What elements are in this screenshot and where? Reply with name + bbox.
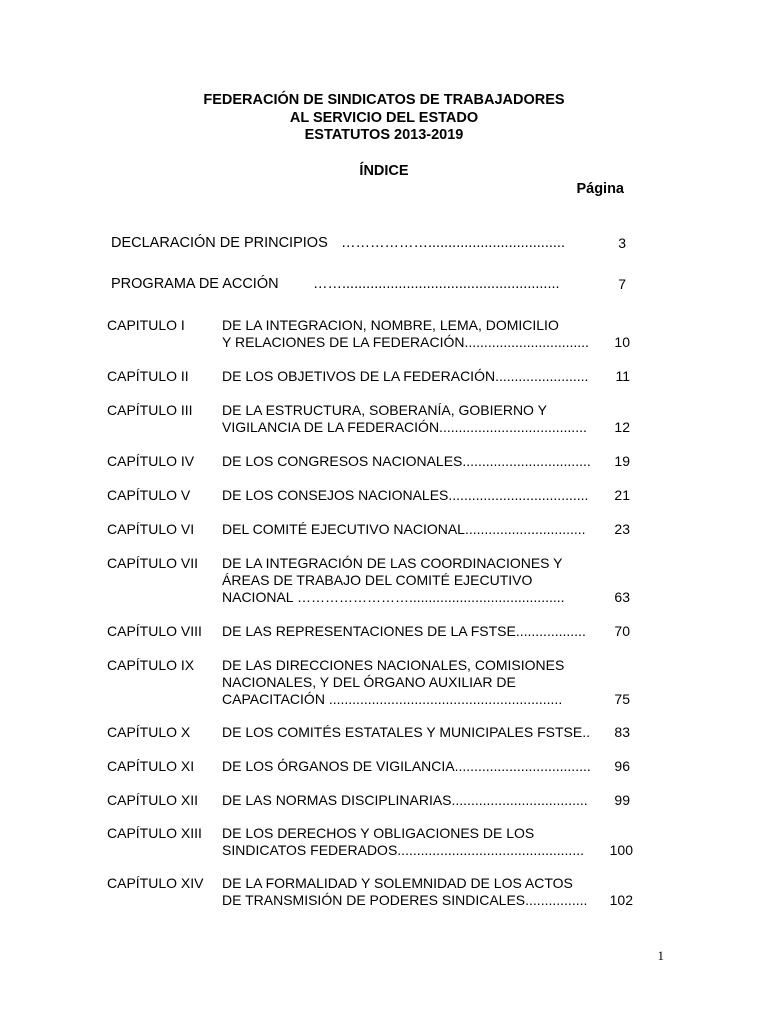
- toc-entry-leader: ……......................................................: [313, 276, 560, 292]
- chapter-title-line: DE LA ESTRUCTURA, SOBERANÍA, GOBIERNO Y: [222, 402, 547, 418]
- chapter-label: CAPÍTULO XIII: [107, 825, 202, 841]
- chapter-label: CAPÍTULO XI: [107, 758, 195, 774]
- chapter-label: CAPÍTULO VII: [107, 555, 199, 571]
- toc-entry-page: 7: [618, 276, 626, 292]
- chapter-title-line: DE LOS ÓRGANOS DE VIGILANCIA...................................: [222, 758, 591, 774]
- chapter-title-line: DE LOS OBJETIVOS DE LA FEDERACIÓN........................: [222, 368, 589, 384]
- chapter-page: 21: [614, 487, 630, 503]
- chapter-title-line: DE LAS REPRESENTACIONES DE LA FSTSE..................: [222, 623, 586, 639]
- chapter-title-line: SINDICATOS FEDERADOS................................................: [222, 842, 584, 858]
- chapter-label: CAPÍTULO III: [107, 402, 193, 418]
- chapter-title-line: DEL COMITÉ EJECUTIVO NACIONAL...............................: [222, 521, 586, 537]
- chapter-title-line: DE TRANSMISIÓN DE PODERES SINDICALES................: [222, 892, 588, 908]
- chapter-label: CAPITULO I: [107, 317, 185, 333]
- chapter-title-line: DE LA INTEGRACIÓN DE LAS COORDINACIONES Y: [222, 555, 563, 571]
- chapter-label: CAPÍTULO II: [107, 368, 189, 384]
- chapter-page: 70: [614, 623, 630, 639]
- chapter-page: 12: [614, 419, 630, 435]
- chapter-label: CAPÍTULO IX: [107, 657, 195, 673]
- document-title-line-1: FEDERACIÓN DE SINDICATOS DE TRABAJADORES: [203, 92, 565, 108]
- toc-entry-leader: ………………..................................: [341, 235, 565, 251]
- chapter-title-line: DE LAS DIRECCIONES NACIONALES, COMISIONES: [222, 657, 565, 673]
- chapter-page: 10: [614, 334, 630, 350]
- page-column-label: Página: [576, 181, 624, 197]
- chapter-label: CAPÍTULO XIV: [107, 875, 204, 891]
- chapter-label: CAPÍTULO X: [107, 724, 191, 740]
- chapter-title-line: NACIONAL ……………………........................................: [222, 589, 565, 605]
- chapter-label: CAPÍTULO V: [107, 487, 191, 503]
- chapter-page: 100: [609, 842, 633, 858]
- chapter-title-line: DE LA INTEGRACION, NOMBRE, LEMA, DOMICILIO: [222, 317, 559, 333]
- chapter-title-line: DE LOS CONSEJOS NACIONALES....................................: [222, 487, 589, 503]
- index-title: ÍNDICE: [359, 163, 409, 179]
- chapter-page: 63: [614, 589, 630, 605]
- document-title-line-3: ESTATUTOS 2013-2019: [304, 127, 464, 143]
- chapter-page: 96: [614, 758, 630, 774]
- chapter-page: 83: [614, 724, 630, 740]
- toc-entry-title: DECLARACIÓN DE PRINCIPIOS: [111, 235, 328, 251]
- chapter-page: 19: [614, 453, 630, 469]
- chapter-title-line: Y RELACIONES DE LA FEDERACIÓN................................: [222, 334, 589, 350]
- chapter-title-line: VIGILANCIA DE LA FEDERACIÓN......................................: [222, 419, 587, 435]
- chapter-label: CAPÍTULO VI: [107, 521, 195, 537]
- chapter-label: CAPÍTULO XII: [107, 792, 199, 808]
- chapter-title-line: ÁREAS DE TRABAJO DEL COMITÉ EJECUTIVO: [222, 572, 533, 588]
- chapter-label: CAPÍTULO VIII: [107, 623, 202, 639]
- footer-page-number: 1: [657, 948, 664, 963]
- toc-entry-page: 3: [618, 235, 626, 251]
- chapter-title-line: DE LOS DERECHOS Y OBLIGACIONES DE LOS: [222, 825, 535, 841]
- chapter-title-line: NACIONALES, Y DEL ÓRGANO AUXILIAR DE: [222, 674, 516, 690]
- chapter-title-line: DE LAS NORMAS DISCIPLINARIAS...................................: [222, 792, 588, 808]
- document-title-line-2: AL SERVICIO DEL ESTADO: [289, 110, 479, 126]
- chapter-page: 102: [609, 892, 633, 908]
- chapter-page: 75: [614, 691, 630, 707]
- chapter-page: 23: [614, 521, 630, 537]
- chapter-title-line: DE LOS COMITÉS ESTATALES Y MUNICIPALES FSTSE..: [222, 724, 590, 740]
- chapter-title-line: CAPACITACIÓN ............................................................: [222, 691, 563, 707]
- toc-entry-title: PROGRAMA DE ACCIÓN: [111, 276, 279, 292]
- chapter-title-line: DE LA FORMALIDAD Y SOLEMNIDAD DE LOS ACTOS: [222, 875, 573, 891]
- chapter-label: CAPÍTULO IV: [107, 453, 195, 469]
- chapter-page: 99: [614, 792, 630, 808]
- chapter-page: 11: [615, 368, 630, 384]
- chapter-title-line: DE LOS CONGRESOS NACIONALES.................................: [222, 453, 591, 469]
